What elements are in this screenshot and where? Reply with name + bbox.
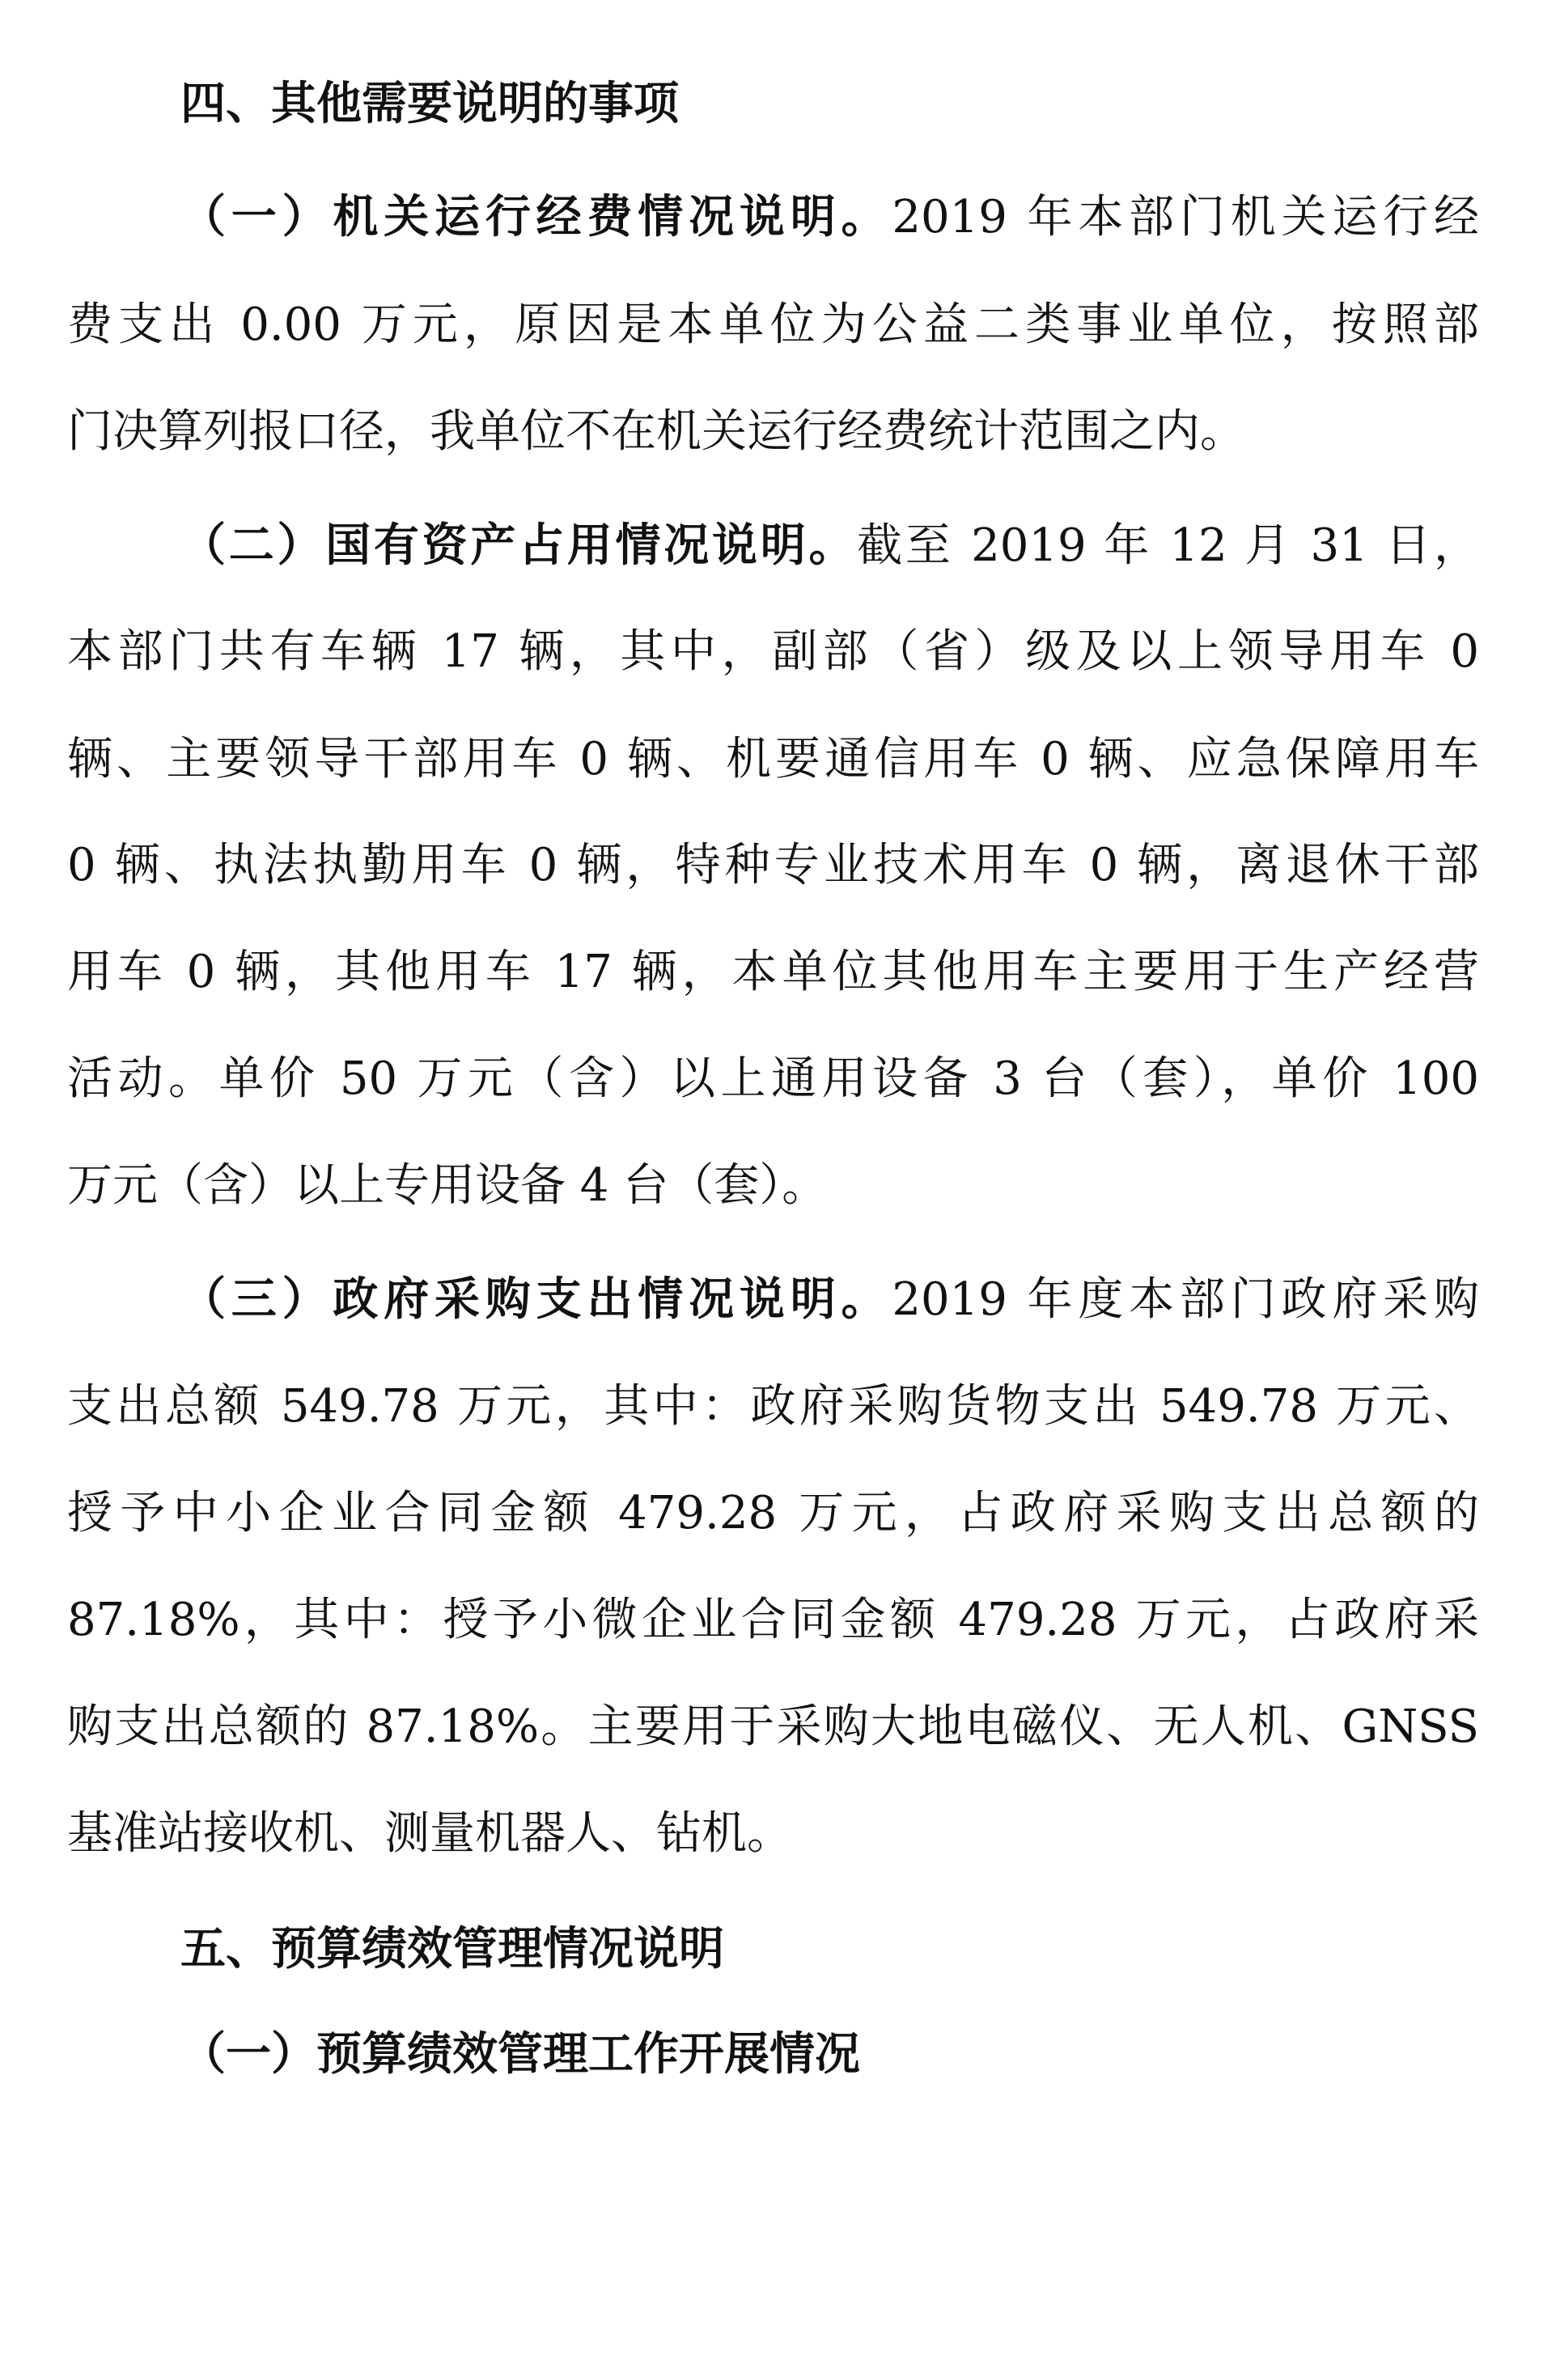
paragraph-2-lead: （二）国有资产占用情况说明。 [180, 519, 858, 572]
subsection-heading-5-1: （一）预算绩效管理工作开展情况 [180, 2028, 860, 2081]
paragraph-2-line-5: 用车 0 辆，其他用车 17 辆，本单位其他用车主要用于生产经营 [67, 946, 1479, 998]
section-heading-5: 五、预算绩效管理情况说明 [180, 1923, 724, 1976]
section-heading-4: 四、其他需要说明的事项 [180, 78, 679, 130]
paragraph-1-line-3: 门决算列报口径，我单位不在机关运行经费统计范围之内。 [67, 405, 1245, 458]
paragraph-2-line-1 [180, 520, 1479, 572]
paragraph-3-lead: （三）政府采购支出情况说明。 [180, 1273, 892, 1326]
paragraph-3-line-1 [180, 1274, 1479, 1326]
paragraph-3-line-5: 购支出总额的 87.18%。主要用于采购大地电磁仪、无人机、GNSS [67, 1700, 1479, 1753]
paragraph-1-line-2: 费支出 0.00 万元，原因是本单位为公益二类事业单位，按照部 [67, 299, 1479, 351]
paragraph-2-line-4: 0 辆、执法执勤用车 0 辆，特种专业技术用车 0 辆，离退休干部 [67, 839, 1480, 891]
paragraph-3-line-4: 87.18%，其中：授予小微企业合同金额 479.28 万元，占政府采 [67, 1594, 1479, 1646]
paragraph-2-line-6: 活动。单价 50 万元（含）以上通用设备 3 台（套），单价 100 [67, 1052, 1479, 1105]
paragraph-3-line-1-text: 2019 年度本部门政府采购 [892, 1273, 1479, 1326]
paragraph-2-line-3: 辆、主要领导干部用车 0 辆、机要通信用车 0 辆、应急保障用车 [67, 733, 1479, 786]
paragraph-1-lead: （一）机关运行经费情况说明。 [180, 191, 892, 244]
paragraph-3-line-3: 授予中小企业合同金额 479.28 万元，占政府采购支出总额的 [67, 1487, 1479, 1539]
paragraph-1-line-1-text: 2019 年本部门机关运行经 [892, 191, 1479, 244]
paragraph-3-line-6: 基准站接收机、测量机器人、钻机。 [67, 1807, 792, 1860]
paragraph-2-line-1-text: 截至 2019 年 12 月 31 日， [857, 519, 1479, 572]
paragraph-1-line-1 [180, 192, 1479, 244]
paragraph-3-line-2: 支出总额 549.78 万元，其中：政府采购货物支出 549.78 万元、 [67, 1380, 1479, 1433]
paragraph-2-line-2: 本部门共有车辆 17 辆，其中，副部（省）级及以上领导用车 0 [67, 625, 1479, 678]
paragraph-2-line-7: 万元（含）以上专用设备 4 台（套）。 [67, 1159, 828, 1212]
